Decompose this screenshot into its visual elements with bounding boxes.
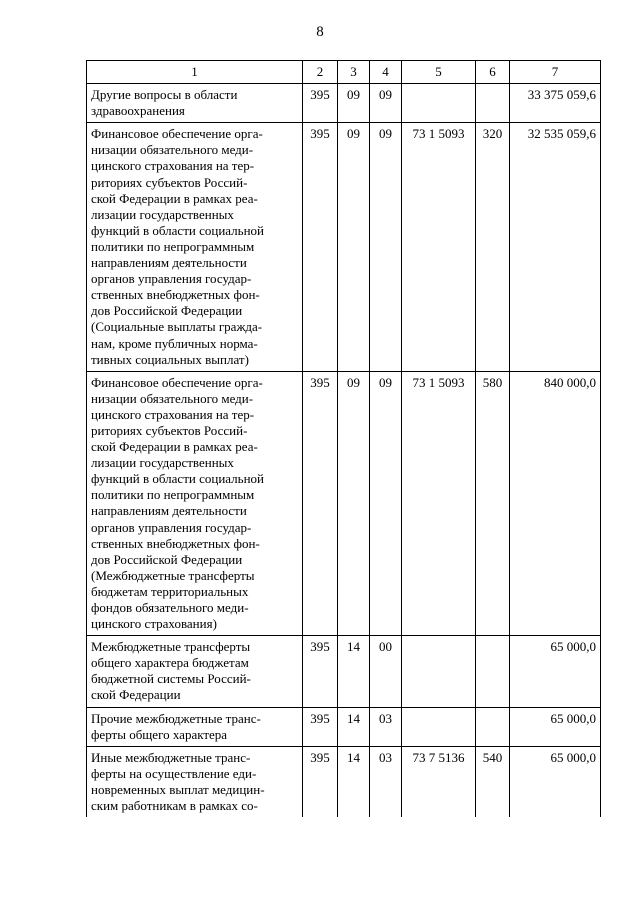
column-header: 3 [338, 61, 370, 84]
description-line: (Социальные выплаты гражда- [91, 319, 263, 335]
description-line: риториях субъектов Россий- [91, 422, 248, 438]
cell-target-article: 73 7 5136 [402, 746, 476, 817]
cell-description [87, 371, 303, 636]
description-line: фондов обязательного меди- [91, 600, 249, 615]
cell-expense-type: 580 [476, 371, 510, 636]
cell-ministry-code: 395 [303, 123, 338, 371]
description-line: ской Федерации в рамках реа- [91, 190, 258, 206]
description-line: (Межбюджетные трансферты [91, 567, 255, 583]
description-line: ферты общего характера [91, 726, 228, 742]
cell-section: 14 [338, 636, 370, 707]
page-number: 8 [316, 24, 324, 40]
description-line: цинского страхования) [91, 616, 217, 632]
description-line: Финансовое обеспечение орга- [91, 374, 263, 390]
table-row [87, 636, 601, 707]
description-line: Прочие межбюджетные транс- [91, 710, 261, 726]
cell-target-article [402, 636, 476, 707]
cell-amount: 32 535 059,6 [510, 123, 601, 371]
cell-target-article: 73 1 5093 [402, 371, 476, 636]
cell-description [87, 636, 303, 707]
cell-ministry-code: 395 [303, 746, 338, 817]
description-line: бюджетной системы Россий- [91, 671, 251, 687]
description-line: ственных внебюджетных фон- [91, 287, 260, 303]
description-line: ским работникам в рамках со- [91, 798, 258, 814]
column-header: 7 [510, 61, 601, 84]
description-line: дов Российской Федерации [91, 551, 243, 567]
description-line: общего характера бюджетам [91, 655, 249, 671]
description-line: ственных внебюджетных фон- [91, 535, 260, 551]
cell-expense-type [476, 84, 510, 123]
cell-amount: 65 000,0 [510, 707, 601, 746]
cell-amount: 65 000,0 [510, 636, 601, 707]
column-header: 1 [87, 61, 303, 84]
cell-expense-type [476, 707, 510, 746]
column-header: 5 [402, 61, 476, 84]
description-line: Иные межбюджетные транс- [91, 749, 251, 765]
description-line: тивных социальных выплат) [91, 351, 249, 367]
description-line: политики по непрограммным [91, 238, 255, 254]
description-line: направлениям деятельности [91, 255, 247, 271]
description-line: Другие вопросы в области [91, 87, 238, 103]
description-line: политики по непрограммным [91, 487, 255, 503]
cell-section: 09 [338, 123, 370, 371]
description-line: здравоохранения [91, 103, 185, 119]
description-line: органов управления государ- [91, 271, 252, 287]
description-line: ферты на осуществление еди- [91, 765, 257, 781]
cell-section: 09 [338, 84, 370, 123]
description-line: риториях субъектов Россий- [91, 174, 248, 190]
description-line: ской Федерации [91, 687, 181, 703]
description-line: Финансовое обеспечение орга- [91, 126, 263, 142]
description-line: лизации государственных [91, 455, 234, 471]
table-row [87, 123, 601, 371]
table-header-row [87, 61, 601, 84]
table-row [87, 707, 601, 746]
description-line: дов Российской Федерации [91, 303, 243, 319]
cell-description [87, 746, 303, 817]
cell-amount: 840 000,0 [510, 371, 601, 636]
cell-section: 14 [338, 707, 370, 746]
cell-ministry-code: 395 [303, 636, 338, 707]
cell-subsection: 09 [370, 371, 402, 636]
table-row [87, 371, 601, 636]
budget-table [86, 60, 601, 817]
cell-ministry-code: 395 [303, 707, 338, 746]
description-line: цинского страхования на тер- [91, 406, 255, 422]
column-header: 4 [370, 61, 402, 84]
description-line: цинского страхования на тер- [91, 158, 255, 174]
cell-subsection: 00 [370, 636, 402, 707]
cell-description [87, 123, 303, 371]
column-header: 6 [476, 61, 510, 84]
cell-ministry-code: 395 [303, 371, 338, 636]
column-header: 2 [303, 61, 338, 84]
cell-subsection: 09 [370, 84, 402, 123]
table-row [87, 746, 601, 817]
cell-section: 09 [338, 371, 370, 636]
description-line: низации обязательного меди- [91, 142, 254, 158]
cell-ministry-code: 395 [303, 84, 338, 123]
cell-subsection: 09 [370, 123, 402, 371]
cell-target-article [402, 707, 476, 746]
cell-description [87, 707, 303, 746]
cell-subsection: 03 [370, 707, 402, 746]
cell-amount: 33 375 059,6 [510, 84, 601, 123]
description-line: функций в области социальной [91, 222, 264, 238]
description-line: органов управления государ- [91, 519, 252, 535]
cell-expense-type: 540 [476, 746, 510, 817]
description-line: ской Федерации в рамках реа- [91, 439, 258, 455]
cell-target-article [402, 84, 476, 123]
description-line: низации обязательного меди- [91, 390, 254, 406]
cell-description [87, 84, 303, 123]
cell-amount: 65 000,0 [510, 746, 601, 817]
description-line: нам, кроме публичных норма- [91, 335, 258, 351]
description-line: Межбюджетные трансферты [91, 639, 251, 655]
description-line: новременных выплат медицин- [91, 781, 265, 797]
cell-section: 14 [338, 746, 370, 817]
description-line: бюджетам территориальных [91, 583, 249, 599]
cell-expense-type: 320 [476, 123, 510, 371]
description-line: лизации государственных [91, 206, 234, 222]
table-row [87, 84, 601, 123]
description-line: функций в области социальной [91, 471, 264, 487]
cell-subsection: 03 [370, 746, 402, 817]
cell-target-article: 73 1 5093 [402, 123, 476, 371]
cell-expense-type [476, 636, 510, 707]
description-line: направлениям деятельности [91, 503, 247, 519]
